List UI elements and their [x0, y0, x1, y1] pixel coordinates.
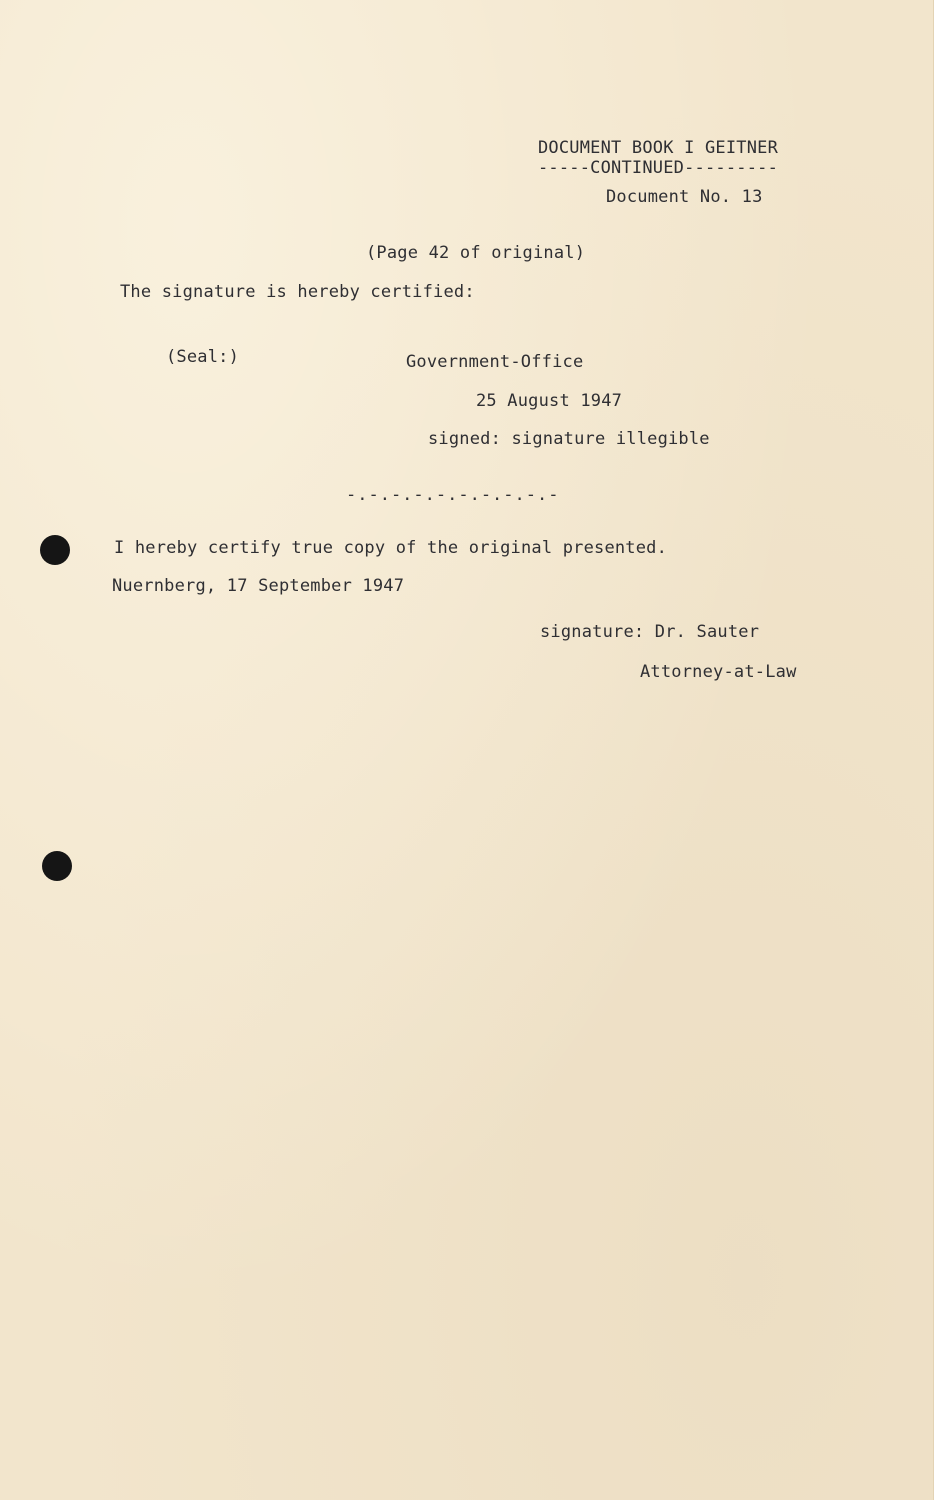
- true-copy-statement: I hereby certify true copy of the original presented.: [114, 538, 668, 558]
- certification-signed: signed: signature illegible: [428, 429, 710, 449]
- signature-certification-statement: The signature is hereby certified:: [120, 282, 475, 302]
- punch-hole-icon: [42, 851, 72, 881]
- seal-label: (Seal:): [166, 347, 240, 367]
- attorney-signature: signature: Dr. Sauter: [540, 622, 760, 642]
- place-and-date: Nuernberg, 17 September 1947: [112, 576, 405, 596]
- continued-heading: -----CONTINUED---------: [538, 158, 779, 178]
- punch-hole-icon: [40, 535, 70, 565]
- page-reference: (Page 42 of original): [366, 243, 586, 263]
- document-book-heading: DOCUMENT BOOK I GEITNER: [538, 138, 779, 158]
- section-divider: -.-.-.-.-.-.-.-.-.-: [346, 485, 560, 505]
- government-office: Government-Office: [406, 352, 584, 372]
- certification-date: 25 August 1947: [476, 391, 623, 411]
- document-number: Document No. 13: [606, 187, 763, 207]
- attorney-title: Attorney-at-Law: [640, 662, 797, 682]
